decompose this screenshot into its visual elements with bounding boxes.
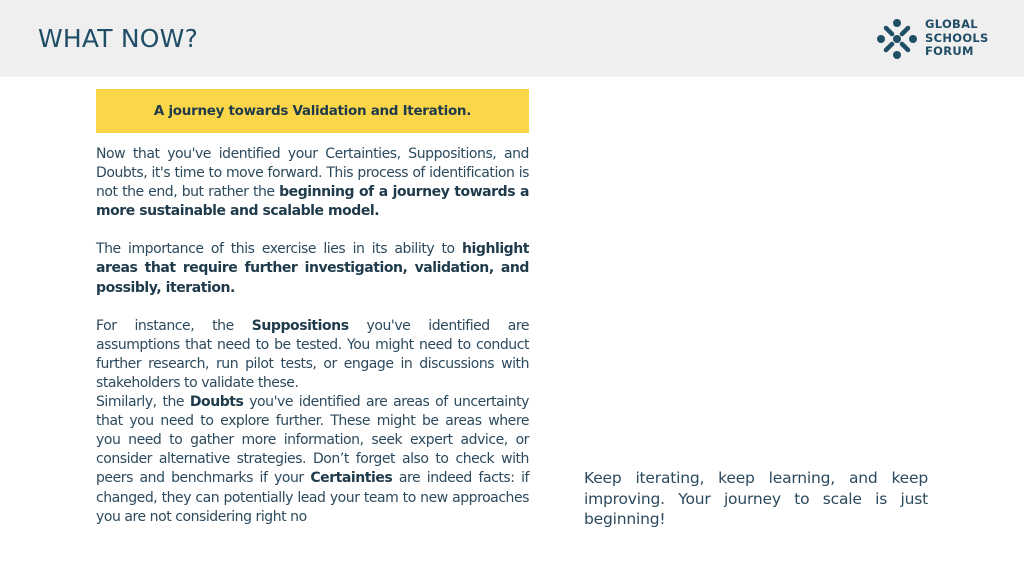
p4-text-c: are indeed facts: if changed, they can potentially lead your team to new approaches you are not considering right no <box>96 470 529 525</box>
p2-bold: highlight areas that require further investigation, validation, and possibly, iteration. <box>96 241 529 296</box>
p4-bold-b: Certainties <box>310 470 393 487</box>
global-schools-forum-logo-icon <box>876 18 918 60</box>
p3-text-a: For instance, the <box>96 317 252 334</box>
main-body-text <box>96 145 529 527</box>
paragraph-3 <box>96 317 529 393</box>
p1-text: Now that you've identified your Certainties, Suppositions, and Doubts, it's time to move forward. This process of identification is not the end, but rather the <box>96 146 529 201</box>
logo-line-3: FORUM <box>925 44 974 58</box>
section-banner <box>96 89 529 133</box>
logo-line-2: SCHOOLS <box>925 30 989 45</box>
paragraph-2 <box>96 240 529 297</box>
paragraph-1 <box>96 145 529 221</box>
page-title: WHAT NOW? <box>38 24 199 53</box>
logo-line-1: GLOBAL <box>925 17 978 31</box>
p1-bold: beginning of a journey towards a more sustainable and scalable model. <box>96 184 529 220</box>
closing-note: Keep iterating, keep learning, and keep improving. Your journey to scale is just beginning! <box>584 469 928 528</box>
header-bar <box>0 0 1024 77</box>
logo-wordmark <box>925 18 989 59</box>
global-schools-forum-logo <box>876 16 996 62</box>
paragraph-4 <box>96 393 529 527</box>
p2-text: The importance of this exercise lies in its ability to <box>96 241 463 258</box>
p3-bold: Suppositions <box>251 317 349 334</box>
p3-text-b: you've identified are assumptions that need to be tested. You might need to conduct further research, run pilot tests, or engage in discussions with stakeholders to validate these. <box>96 317 529 391</box>
banner-heading: A journey towards Validation and Iteration. <box>153 103 472 119</box>
p4-text-b: you've identified are areas of uncertainty that you need to explore further. These might be areas where you need to gather more information, seek expert advice, or consider alternative strategies. Don’t forget also to check with peers and benchmarks if your <box>96 394 529 487</box>
p4-bold-a: Doubts <box>189 394 244 411</box>
p4-text-a: Similarly, the <box>96 394 190 411</box>
